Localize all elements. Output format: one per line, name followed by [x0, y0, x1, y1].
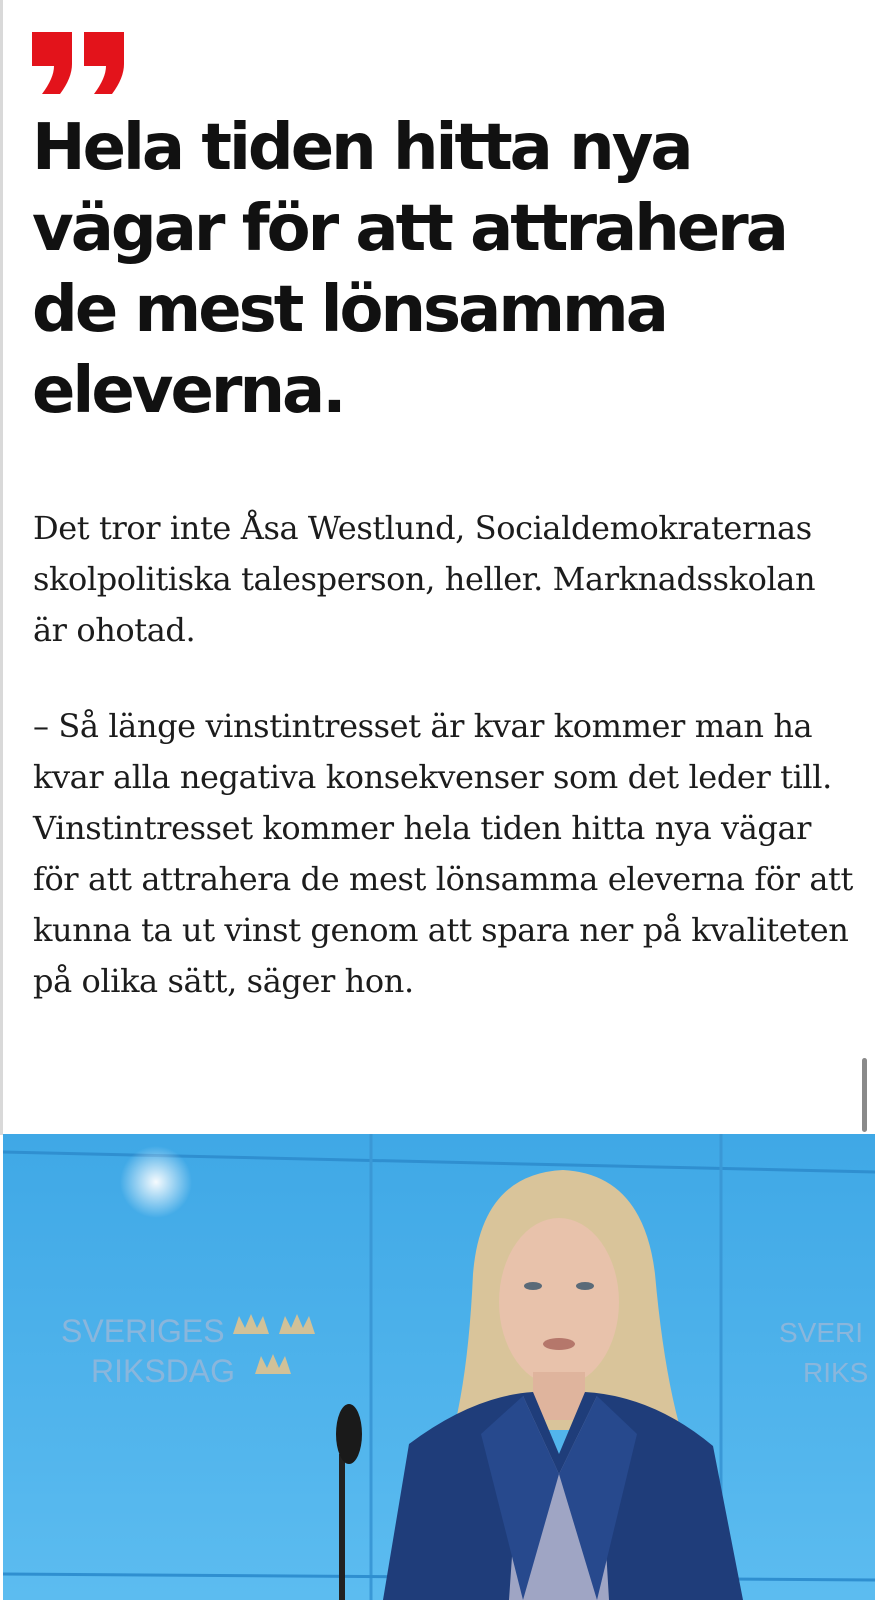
scrollbar-thumb[interactable]: [862, 1058, 867, 1132]
backdrop-text: RIKS: [803, 1357, 869, 1388]
page-edge: [0, 0, 3, 1135]
pull-quote: Hela tiden hitta nya vägar för att attrahera de mest lönsamma eleverna.: [32, 111, 786, 428]
article-photo: [3, 1134, 875, 1600]
quote-icon: [32, 32, 124, 94]
backdrop-text: RIKSDAG: [91, 1353, 236, 1389]
backdrop-text: SVERI: [779, 1317, 864, 1348]
article-paragraph: Det tror inte Åsa Westlund, Socialdemokraternas skolpolitiska talesperson, heller. Marknadsskolan är ohotad.: [33, 509, 816, 649]
backdrop-text: SVERIGES: [61, 1313, 225, 1349]
article-paragraph-quote: – Så länge vinstintresset är kvar kommer man ha kvar alla negativa konsekvenser som det leder till. Vinstintresset kommer hela tiden hitta nya vägar för att attrahera de mest lönsamma eleverna för att kunna ta ut vinst genom att spara ner på kvaliteten på olika sätt, säger hon.: [33, 707, 853, 1000]
